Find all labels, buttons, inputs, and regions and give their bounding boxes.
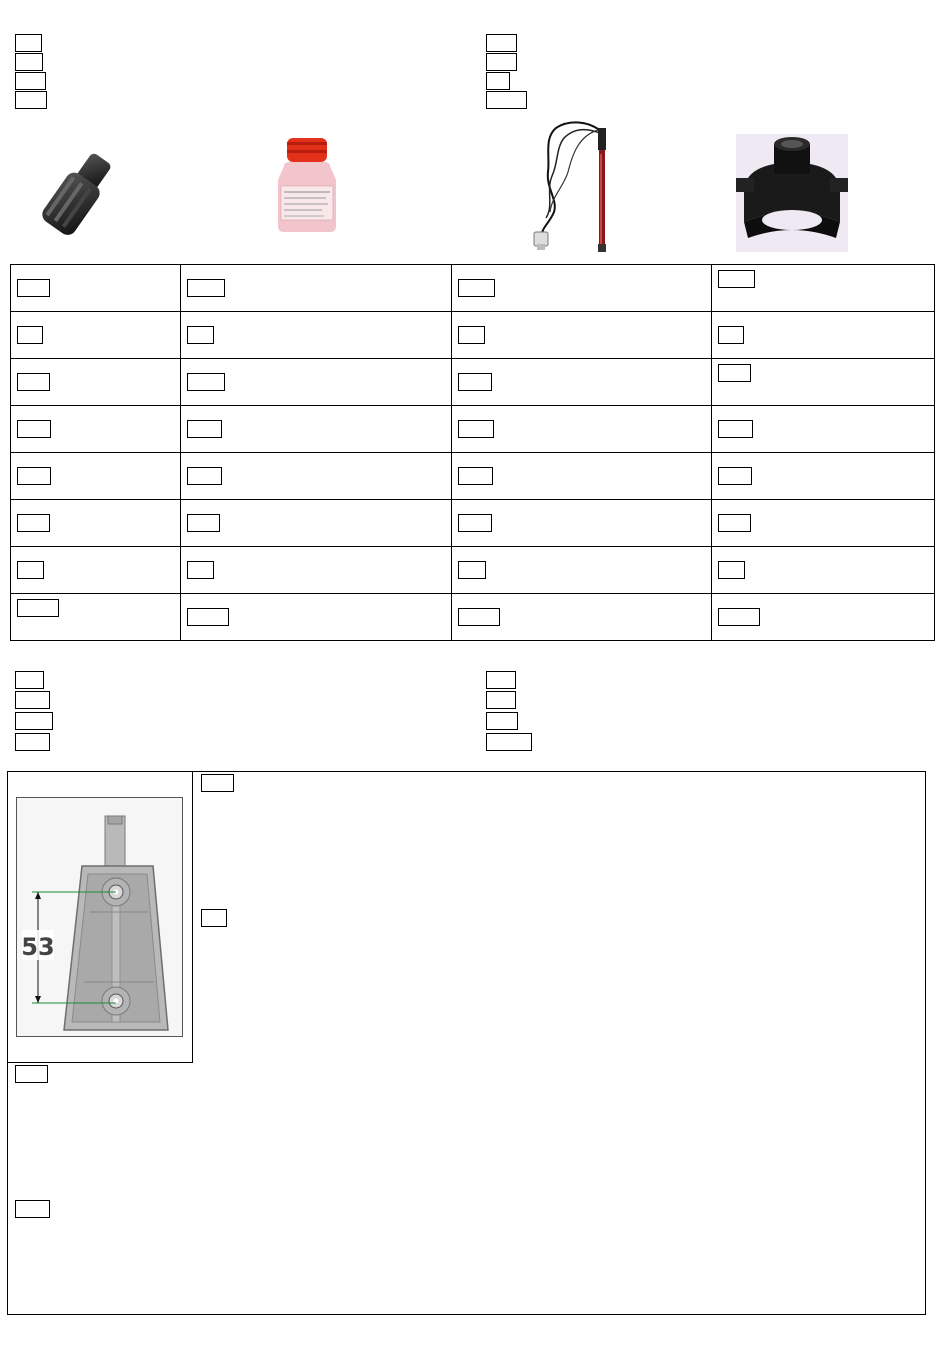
dimension-label: 53 <box>21 933 55 961</box>
cell-label <box>458 326 485 344</box>
product-table <box>10 264 935 641</box>
cell-label <box>187 467 222 485</box>
cell-label <box>187 420 222 438</box>
table-cell <box>181 265 452 312</box>
label-box <box>486 691 516 709</box>
table-cell <box>452 406 712 453</box>
label-box <box>15 733 50 751</box>
table-row <box>11 453 935 500</box>
cell-label <box>458 608 500 626</box>
table-cell <box>712 265 935 312</box>
table-cell <box>452 594 712 641</box>
cell-label <box>458 420 494 438</box>
label-box <box>201 909 227 927</box>
table-cell <box>712 312 935 359</box>
table-cell <box>11 594 181 641</box>
table-row <box>11 547 935 594</box>
table-cell <box>181 406 452 453</box>
label-box <box>486 712 518 730</box>
table-cell <box>452 453 712 500</box>
table-cell <box>452 265 712 312</box>
label-box <box>486 671 516 689</box>
cell-label <box>187 373 225 391</box>
table-cell <box>181 453 452 500</box>
label-box <box>15 671 44 689</box>
electrode-photo <box>528 116 618 256</box>
table-cell <box>452 359 712 406</box>
table-row <box>11 406 935 453</box>
cell-label <box>17 599 59 617</box>
table-row <box>11 265 935 312</box>
label-box <box>15 1065 48 1083</box>
label-box <box>15 712 53 730</box>
label-box <box>15 34 42 52</box>
cell-label <box>718 561 745 579</box>
cell-label <box>187 326 214 344</box>
cell-label <box>718 420 753 438</box>
label-box <box>15 53 43 71</box>
label-box <box>15 91 47 109</box>
buffer-bottle-photo <box>274 136 340 234</box>
cell-label <box>17 420 51 438</box>
cell-label <box>458 561 486 579</box>
table-cell <box>11 359 181 406</box>
table-cell <box>181 547 452 594</box>
label-box <box>201 774 234 792</box>
cell-label <box>718 364 751 382</box>
table-cell <box>11 406 181 453</box>
table-cell <box>712 500 935 547</box>
cell-label <box>458 279 495 297</box>
cell-label <box>17 326 43 344</box>
table-row <box>11 594 935 641</box>
table-cell <box>452 500 712 547</box>
table-cell <box>181 359 452 406</box>
label-box <box>15 72 46 90</box>
label-box <box>486 91 527 109</box>
table-row <box>11 359 935 406</box>
table-cell <box>181 312 452 359</box>
table-cell <box>181 594 452 641</box>
label-box <box>486 34 517 52</box>
table-cell <box>11 500 181 547</box>
cell-label <box>718 467 752 485</box>
table-cell <box>712 406 935 453</box>
cell-label <box>187 514 220 532</box>
cell-label <box>17 561 44 579</box>
cell-label <box>187 561 214 579</box>
connector-photo <box>30 148 120 248</box>
clamp-saddle-photo <box>736 134 848 252</box>
cell-label <box>458 467 493 485</box>
label-box <box>486 72 510 90</box>
label-box <box>15 691 50 709</box>
table-cell <box>181 500 452 547</box>
table-row <box>11 312 935 359</box>
label-box <box>486 733 532 751</box>
table-cell <box>712 594 935 641</box>
table-cell <box>11 312 181 359</box>
cell-label <box>458 514 492 532</box>
table-cell <box>712 359 935 406</box>
table-row <box>11 500 935 547</box>
cell-label <box>458 373 492 391</box>
cell-label <box>17 373 50 391</box>
label-box <box>15 1200 50 1218</box>
table-cell <box>712 453 935 500</box>
label-box <box>486 53 517 71</box>
cell-label <box>187 608 229 626</box>
cell-label <box>718 514 751 532</box>
cell-label <box>17 514 50 532</box>
cell-label <box>718 270 755 288</box>
table-cell <box>11 265 181 312</box>
table-cell <box>712 547 935 594</box>
table-cell <box>11 453 181 500</box>
cell-label <box>187 279 225 297</box>
cell-label <box>718 608 760 626</box>
mounting-bracket-drawing <box>20 806 178 1032</box>
table-cell <box>11 547 181 594</box>
table-cell <box>452 312 712 359</box>
cell-label <box>17 467 51 485</box>
cell-label <box>718 326 744 344</box>
cell-label <box>17 279 50 297</box>
table-cell <box>452 547 712 594</box>
